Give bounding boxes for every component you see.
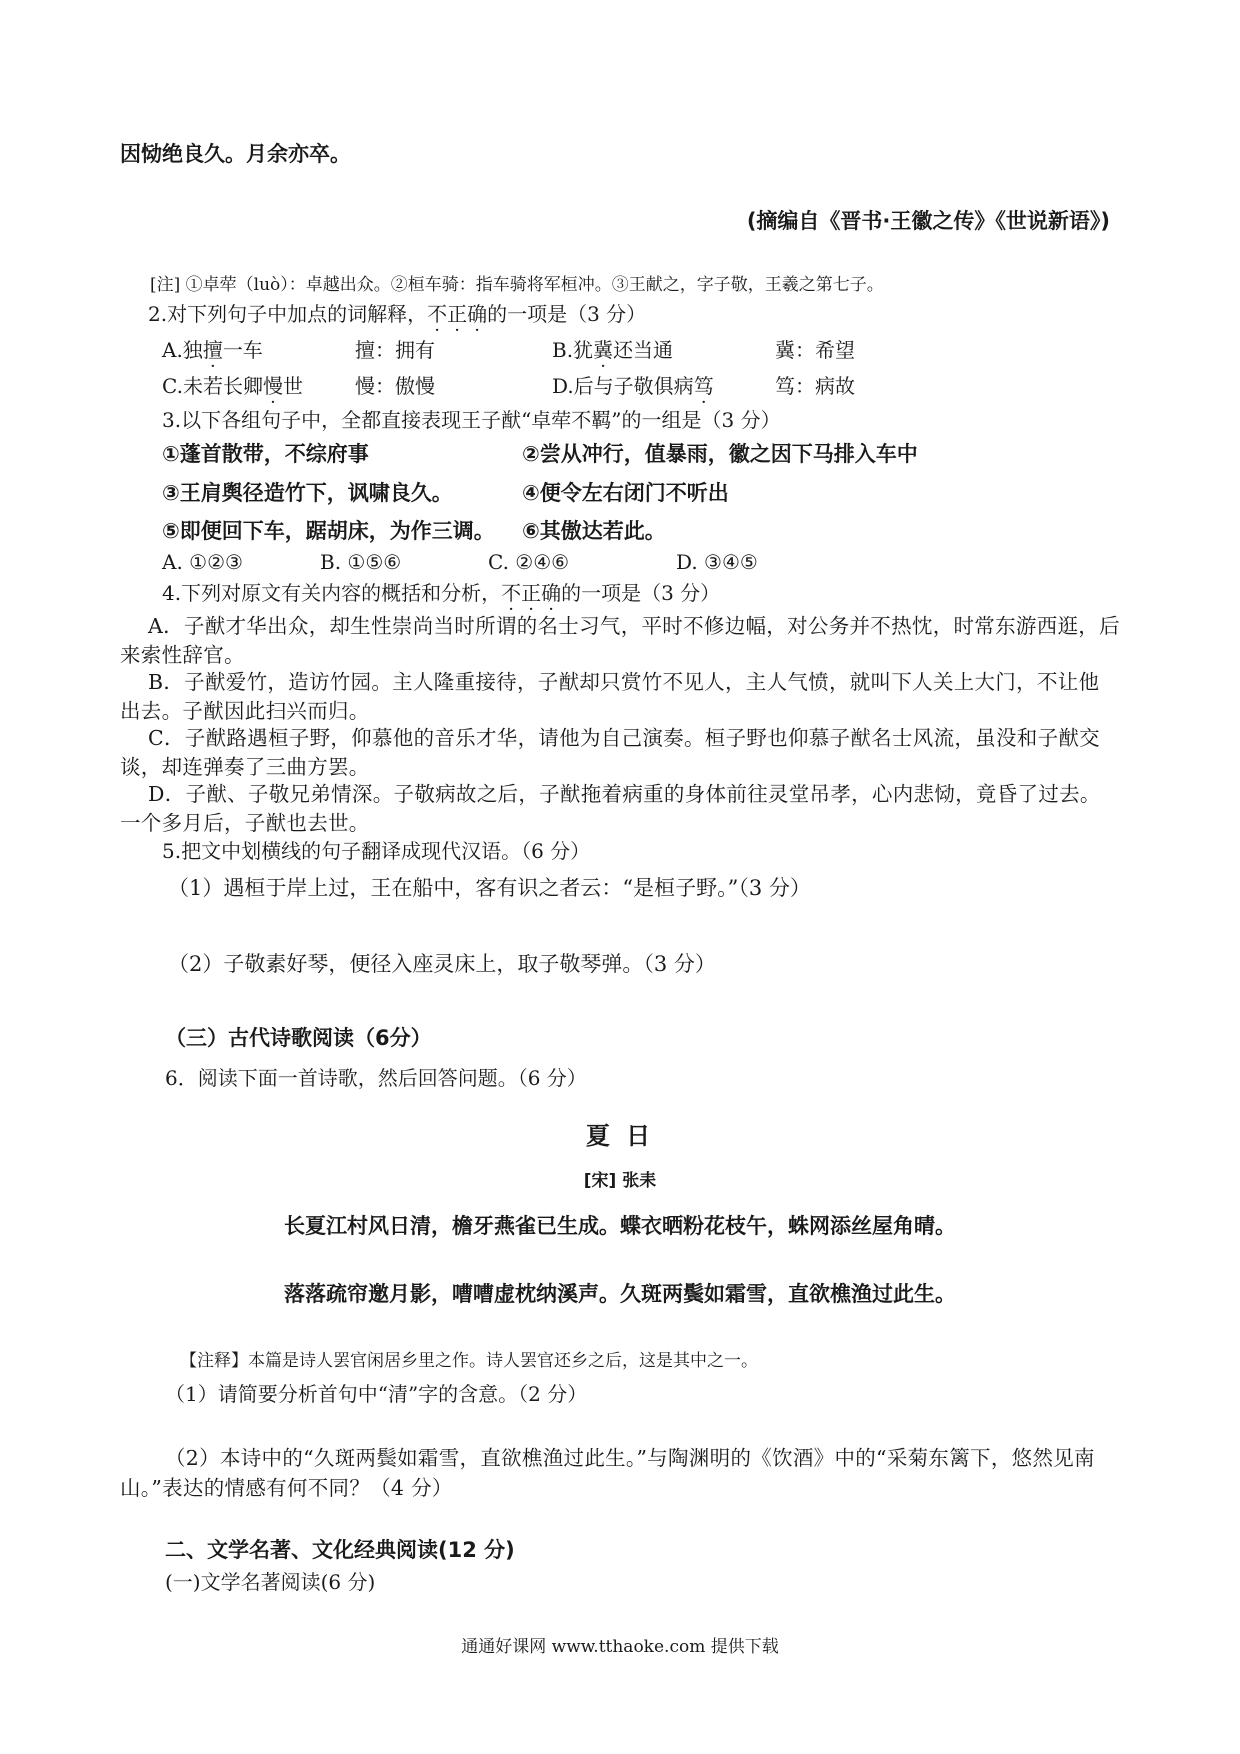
q2-post: 的一项是（3 分） bbox=[487, 302, 647, 326]
q3-item: ④便令左右闭门不听出 bbox=[522, 481, 729, 505]
q3-item: ⑤即便回下车，踞胡床，为作三调。 bbox=[162, 519, 495, 543]
poem-author: [宋] 张耒 bbox=[583, 1171, 657, 1191]
emphasis-char: 确 bbox=[541, 581, 562, 605]
question-5-stem: 5.把文中划横线的句子翻译成现代汉语。（6 分） bbox=[162, 839, 591, 863]
q3-option-d: D. ③④⑤ bbox=[676, 550, 758, 574]
question-4-stem: 4.下列对原文有关内容的概括和分析，不正确的一项是（3 分） bbox=[162, 581, 721, 605]
q3-item: ③王肩舆径造竹下，讽啸良久。 bbox=[162, 481, 453, 505]
emphasis-char: 笃 bbox=[693, 374, 714, 398]
q6-sub-2: （2）本诗中的“久斑两鬓如霜雪，直欲樵渔过此生。”与陶渊明的《饮酒》中的“采菊东篱下，悠然见南山。”表达的情感有何不同？（4 分） bbox=[120, 1446, 1095, 1500]
poem-line: 落落疏帘邀月影，嘈嘈虚枕纳溪声。久斑两鬓如霜雪，直欲樵渔过此生。 bbox=[284, 1282, 956, 1306]
q4-option-b: B．子猷爱竹，造访竹园。主人隆重接待，子猷却只赏竹不见人，主人气愤，就叫下人关上大门，不让他出去。子猷因此扫兴而归。 bbox=[120, 670, 1100, 723]
source-citation: (摘编自《晋书·王徽之传》《世说新语》) bbox=[746, 209, 1110, 233]
q5-sentence-2: （2）子敬素好琴，便径入座灵床上，取子敬琴弹。（3 分） bbox=[168, 952, 716, 976]
q4-option-d: D．子猷、子敬兄弟情深。子敬病故之后，子猷拖着病重的身体前往灵堂吊孝，心内悲恸，竟昏了过去。一个多月后，子猷也去世。 bbox=[120, 782, 1101, 835]
text-line: 因恸绝良久。月余亦卒。 bbox=[120, 142, 351, 166]
q2-option-d-explanation: 笃：病故 bbox=[775, 374, 855, 398]
q3-item: ②尝从冲行，值暴雨，徽之因下马排入车中 bbox=[522, 442, 918, 466]
question-3-stem: 3.以下各组句子中，全都直接表现王子猷“卓荦不羁”的一组是（3 分） bbox=[162, 408, 781, 432]
emphasis-char: 不 bbox=[427, 302, 448, 326]
q2-option-c-explanation: 慢：傲慢 bbox=[355, 374, 435, 398]
q2-option-b: B.犹冀还当通 bbox=[552, 338, 674, 362]
q5-sentence-1: （1）遇桓于岸上过，王在船中，客有识之者云：“是桓子野。”（3 分） bbox=[168, 876, 811, 900]
subsection-title: (一)文学名著阅读(6 分) bbox=[165, 1570, 376, 1594]
q2-option-d: D.后与子敬俱病笃 bbox=[552, 374, 714, 398]
emphasis-char: 确 bbox=[467, 302, 488, 326]
poem-line: 长夏江村风日清，檐牙燕雀已生成。蝶衣晒粉花枝午，蛛网添丝屋角晴。 bbox=[284, 1214, 956, 1238]
q3-item: ⑥其傲达若此。 bbox=[522, 519, 666, 543]
q2-option-b-explanation: 冀：希望 bbox=[775, 338, 855, 362]
q2-option-a-explanation: 擅：拥有 bbox=[355, 338, 435, 362]
question-2-stem bbox=[148, 298, 646, 327]
q3-option-a: A. ①②③ bbox=[162, 550, 243, 574]
section-title: （三）古代诗歌阅读（6分） bbox=[165, 1026, 432, 1050]
emphasis-char: 慢 bbox=[262, 374, 283, 398]
q6-sub-1: （1）请简要分析首句中“清”字的含意。（2 分） bbox=[165, 1382, 588, 1406]
q4-option-a: A．子猷才华出众，却生性崇尚当时所谓的名士习气，平时不修边幅，对公务并不热忱，时常东游西逛，后来索性辞官。 bbox=[120, 614, 1120, 667]
q3-item: ①蓬首散带，不综府事 bbox=[162, 442, 369, 466]
poem-title: 夏 日 bbox=[585, 1122, 655, 1150]
q2-option-a: A.独擅一车 bbox=[162, 338, 263, 362]
emphasis-char: 冀 bbox=[593, 338, 614, 362]
q3-option-b: B. ①⑤⑥ bbox=[320, 550, 402, 574]
q2-pre: 2.对下列句子中加点的词解释， bbox=[148, 302, 428, 326]
page-footer: 通通好课网 www.tthaoke.com 提供下载 bbox=[461, 1637, 779, 1657]
section-title: 二、文学名著、文化经典阅读(12 分) bbox=[165, 1538, 515, 1562]
q3-option-c: C. ②④⑥ bbox=[488, 550, 570, 574]
emphasis-char: 正 bbox=[521, 581, 542, 605]
question-6-stem: 6．阅读下面一首诗歌，然后回答问题。（6 分） bbox=[165, 1066, 587, 1090]
poem-note: 【注释】本篇是诗人罢官闲居乡里之作。诗人罢官还乡之后，这是其中之一。 bbox=[180, 1351, 758, 1371]
q2-option-c: C.未若长卿慢世 bbox=[162, 374, 303, 398]
emphasis-char: 正 bbox=[447, 302, 468, 326]
emphasis-char: 擅 bbox=[202, 338, 223, 362]
q4-option-c: C．子猷路遇桓子野，仰慕他的音乐才华，请他为自己演奏。桓子野也仰慕子猷名士风流，虽没和子猷交谈，却连弹奏了三曲方罢。 bbox=[120, 726, 1100, 779]
footnote: [注] ①卓荦（luò）：卓越出众。②桓车骑：指车骑将军桓冲。③王献之，字子敬，王羲之第七子。 bbox=[150, 275, 884, 295]
emphasis-char: 不 bbox=[501, 581, 522, 605]
